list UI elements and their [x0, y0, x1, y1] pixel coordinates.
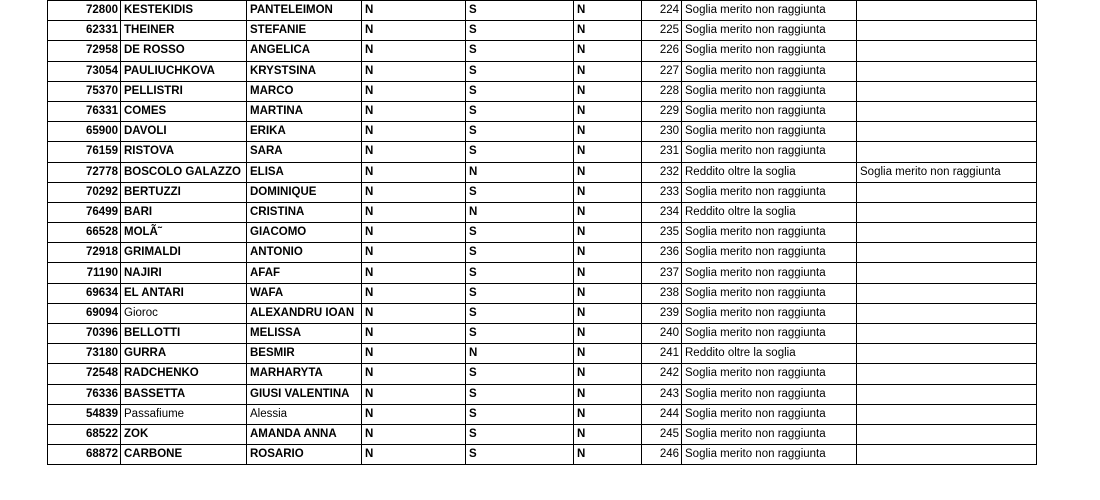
cell-id: 76499: [48, 202, 121, 222]
cell-note: [857, 21, 1037, 41]
cell-surname: GURRA: [121, 344, 247, 364]
cell-surname: COMES: [121, 101, 247, 121]
cell-name: GIACOMO: [247, 223, 362, 243]
cell-name: MARHARYTA: [247, 364, 362, 384]
cell-flag-2: S: [466, 182, 574, 202]
cell-name: ANGELICA: [247, 41, 362, 61]
table-row: [48, 223, 1037, 243]
cell-flag-1: N: [362, 202, 466, 222]
cell-name: WAFA: [247, 283, 362, 303]
cell-outcome: Soglia merito non raggiunta: [682, 263, 857, 283]
cell-flag-3: N: [574, 384, 642, 404]
cell-flag-3: N: [574, 344, 642, 364]
cell-flag-2: S: [466, 122, 574, 142]
cell-flag-2: S: [466, 61, 574, 81]
cell-note: [857, 324, 1037, 344]
cell-flag-1: N: [362, 303, 466, 323]
cell-outcome: Soglia merito non raggiunta: [682, 243, 857, 263]
cell-flag-3: N: [574, 364, 642, 384]
cell-flag-3: N: [574, 101, 642, 121]
cell-flag-2: S: [466, 1, 574, 21]
cell-surname: CARBONE: [121, 445, 247, 465]
cell-name: PANTELEIMON: [247, 1, 362, 21]
cell-flag-3: N: [574, 283, 642, 303]
cell-rank: 243: [642, 384, 682, 404]
cell-note: [857, 384, 1037, 404]
cell-flag-2: S: [466, 41, 574, 61]
cell-rank: 234: [642, 202, 682, 222]
cell-id: 76159: [48, 142, 121, 162]
cell-flag-3: N: [574, 202, 642, 222]
table-body: [48, 1, 1037, 465]
cell-surname: ZOK: [121, 424, 247, 444]
table-row: [48, 182, 1037, 202]
cell-outcome: Soglia merito non raggiunta: [682, 384, 857, 404]
table-row: [48, 202, 1037, 222]
cell-name: ELISA: [247, 162, 362, 182]
cell-name: ALEXANDRU IOAN: [247, 303, 362, 323]
cell-id: 76336: [48, 384, 121, 404]
cell-surname: BOSCOLO GALAZZO: [121, 162, 247, 182]
cell-flag-1: N: [362, 424, 466, 444]
cell-id: 72958: [48, 41, 121, 61]
cell-flag-2: S: [466, 243, 574, 263]
cell-flag-3: N: [574, 445, 642, 465]
cell-name: STEFANIE: [247, 21, 362, 41]
cell-flag-2: S: [466, 283, 574, 303]
cell-name: MARTINA: [247, 101, 362, 121]
cell-name: BESMIR: [247, 344, 362, 364]
cell-flag-3: N: [574, 61, 642, 81]
cell-surname: NAJIRI: [121, 263, 247, 283]
cell-note: [857, 263, 1037, 283]
cell-name: KRYSTSINA: [247, 61, 362, 81]
table-row: [48, 364, 1037, 384]
table-row: [48, 41, 1037, 61]
cell-rank: 226: [642, 41, 682, 61]
cell-note: [857, 61, 1037, 81]
cell-note: [857, 81, 1037, 101]
cell-flag-1: N: [362, 384, 466, 404]
cell-outcome: Soglia merito non raggiunta: [682, 283, 857, 303]
cell-flag-3: N: [574, 1, 642, 21]
cell-flag-1: N: [362, 243, 466, 263]
cell-name: DOMINIQUE: [247, 182, 362, 202]
cell-id: 72548: [48, 364, 121, 384]
cell-flag-3: N: [574, 263, 642, 283]
cell-flag-3: N: [574, 41, 642, 61]
cell-rank: 244: [642, 404, 682, 424]
cell-note: [857, 364, 1037, 384]
cell-flag-1: N: [362, 61, 466, 81]
cell-name: Alessia: [247, 404, 362, 424]
cell-flag-1: N: [362, 364, 466, 384]
cell-surname: Passafiume: [121, 404, 247, 424]
cell-outcome: Soglia merito non raggiunta: [682, 1, 857, 21]
cell-surname: Gioroc: [121, 303, 247, 323]
cell-surname: BASSETTA: [121, 384, 247, 404]
cell-outcome: Soglia merito non raggiunta: [682, 81, 857, 101]
cell-flag-1: N: [362, 263, 466, 283]
table-row: [48, 243, 1037, 263]
cell-flag-3: N: [574, 324, 642, 344]
cell-note: [857, 223, 1037, 243]
cell-flag-1: N: [362, 162, 466, 182]
cell-note: [857, 445, 1037, 465]
cell-outcome: Soglia merito non raggiunta: [682, 101, 857, 121]
cell-note: [857, 424, 1037, 444]
cell-rank: 228: [642, 81, 682, 101]
cell-id: 76331: [48, 101, 121, 121]
cell-rank: 231: [642, 142, 682, 162]
table-row: [48, 101, 1037, 121]
cell-flag-1: N: [362, 283, 466, 303]
table-row: [48, 424, 1037, 444]
cell-note: [857, 41, 1037, 61]
cell-id: 72778: [48, 162, 121, 182]
cell-note: Soglia merito non raggiunta: [857, 162, 1037, 182]
cell-id: 65900: [48, 122, 121, 142]
cell-flag-2: N: [466, 344, 574, 364]
cell-name: ROSARIO: [247, 445, 362, 465]
cell-name: CRISTINA: [247, 202, 362, 222]
cell-note: [857, 202, 1037, 222]
cell-rank: 224: [642, 1, 682, 21]
cell-flag-1: N: [362, 182, 466, 202]
table-row: [48, 263, 1037, 283]
cell-flag-3: N: [574, 182, 642, 202]
cell-flag-1: N: [362, 101, 466, 121]
cell-id: 69094: [48, 303, 121, 323]
cell-outcome: Reddito oltre la soglia: [682, 162, 857, 182]
cell-rank: 238: [642, 283, 682, 303]
cell-id: 71190: [48, 263, 121, 283]
cell-surname: BARI: [121, 202, 247, 222]
cell-flag-1: N: [362, 404, 466, 424]
cell-flag-2: S: [466, 101, 574, 121]
cell-flag-2: S: [466, 223, 574, 243]
cell-surname: RISTOVA: [121, 142, 247, 162]
cell-id: 70396: [48, 324, 121, 344]
cell-note: [857, 283, 1037, 303]
cell-flag-2: S: [466, 445, 574, 465]
cell-flag-2: N: [466, 162, 574, 182]
cell-flag-3: N: [574, 81, 642, 101]
cell-surname: KESTEKIDIS: [121, 1, 247, 21]
cell-id: 72918: [48, 243, 121, 263]
cell-flag-2: S: [466, 424, 574, 444]
cell-flag-1: N: [362, 344, 466, 364]
cell-flag-1: N: [362, 41, 466, 61]
cell-outcome: Soglia merito non raggiunta: [682, 182, 857, 202]
cell-note: [857, 101, 1037, 121]
cell-surname: BERTUZZI: [121, 182, 247, 202]
cell-surname: MOLÃ˜: [121, 223, 247, 243]
cell-rank: 227: [642, 61, 682, 81]
cell-flag-2: S: [466, 142, 574, 162]
cell-name: GIUSI VALENTINA: [247, 384, 362, 404]
cell-flag-2: N: [466, 202, 574, 222]
cell-name: ERIKA: [247, 122, 362, 142]
cell-surname: PELLISTRI: [121, 81, 247, 101]
results-table: [47, 0, 1037, 465]
cell-id: 62331: [48, 21, 121, 41]
cell-id: 69634: [48, 283, 121, 303]
cell-flag-3: N: [574, 404, 642, 424]
table-row: [48, 445, 1037, 465]
cell-rank: 225: [642, 21, 682, 41]
cell-id: 73180: [48, 344, 121, 364]
cell-outcome: Reddito oltre la soglia: [682, 344, 857, 364]
cell-id: 68522: [48, 424, 121, 444]
table-row: [48, 142, 1037, 162]
cell-flag-3: N: [574, 162, 642, 182]
cell-note: [857, 182, 1037, 202]
cell-surname: PAULIUCHKOVA: [121, 61, 247, 81]
cell-flag-2: S: [466, 404, 574, 424]
cell-flag-3: N: [574, 223, 642, 243]
cell-outcome: Soglia merito non raggiunta: [682, 61, 857, 81]
cell-flag-3: N: [574, 21, 642, 41]
cell-outcome: Soglia merito non raggiunta: [682, 303, 857, 323]
cell-outcome: Soglia merito non raggiunta: [682, 122, 857, 142]
table-row: [48, 61, 1037, 81]
cell-flag-2: S: [466, 263, 574, 283]
cell-outcome: Soglia merito non raggiunta: [682, 21, 857, 41]
cell-surname: GRIMALDI: [121, 243, 247, 263]
table-row: [48, 384, 1037, 404]
cell-note: [857, 344, 1037, 364]
cell-rank: 239: [642, 303, 682, 323]
cell-flag-2: S: [466, 364, 574, 384]
cell-flag-1: N: [362, 223, 466, 243]
cell-flag-1: N: [362, 445, 466, 465]
cell-name: AFAF: [247, 263, 362, 283]
cell-note: [857, 303, 1037, 323]
table-row: [48, 283, 1037, 303]
cell-flag-1: N: [362, 1, 466, 21]
cell-surname: THEINER: [121, 21, 247, 41]
cell-rank: 229: [642, 101, 682, 121]
table-row: [48, 324, 1037, 344]
cell-rank: 230: [642, 122, 682, 142]
cell-note: [857, 122, 1037, 142]
cell-surname: DAVOLI: [121, 122, 247, 142]
cell-id: 68872: [48, 445, 121, 465]
cell-note: [857, 404, 1037, 424]
cell-outcome: Soglia merito non raggiunta: [682, 404, 857, 424]
cell-outcome: Reddito oltre la soglia: [682, 202, 857, 222]
cell-rank: 246: [642, 445, 682, 465]
table-row: [48, 81, 1037, 101]
table-row: [48, 303, 1037, 323]
cell-id: 73054: [48, 61, 121, 81]
cell-flag-2: S: [466, 21, 574, 41]
table-row: [48, 1, 1037, 21]
cell-rank: 232: [642, 162, 682, 182]
table-row: [48, 162, 1037, 182]
table-row: [48, 21, 1037, 41]
cell-rank: 241: [642, 344, 682, 364]
cell-id: 66528: [48, 223, 121, 243]
table-row: [48, 344, 1037, 364]
cell-outcome: Soglia merito non raggiunta: [682, 223, 857, 243]
cell-flag-1: N: [362, 142, 466, 162]
cell-flag-3: N: [574, 122, 642, 142]
cell-surname: RADCHENKO: [121, 364, 247, 384]
cell-outcome: Soglia merito non raggiunta: [682, 445, 857, 465]
cell-flag-2: S: [466, 324, 574, 344]
cell-outcome: Soglia merito non raggiunta: [682, 324, 857, 344]
cell-surname: BELLOTTI: [121, 324, 247, 344]
cell-name: MARCO: [247, 81, 362, 101]
cell-id: 54839: [48, 404, 121, 424]
cell-flag-3: N: [574, 142, 642, 162]
cell-id: 72800: [48, 1, 121, 21]
cell-name: ANTONIO: [247, 243, 362, 263]
cell-rank: 245: [642, 424, 682, 444]
cell-rank: 237: [642, 263, 682, 283]
cell-flag-3: N: [574, 303, 642, 323]
table-row: [48, 404, 1037, 424]
cell-flag-1: N: [362, 81, 466, 101]
cell-name: MELISSA: [247, 324, 362, 344]
cell-rank: 242: [642, 364, 682, 384]
table-row: [48, 122, 1037, 142]
cell-rank: 240: [642, 324, 682, 344]
cell-rank: 233: [642, 182, 682, 202]
cell-name: AMANDA ANNA: [247, 424, 362, 444]
cell-outcome: Soglia merito non raggiunta: [682, 424, 857, 444]
cell-id: 70292: [48, 182, 121, 202]
cell-note: [857, 243, 1037, 263]
cell-name: SARA: [247, 142, 362, 162]
cell-flag-2: S: [466, 81, 574, 101]
cell-outcome: Soglia merito non raggiunta: [682, 364, 857, 384]
cell-surname: DE ROSSO: [121, 41, 247, 61]
cell-flag-3: N: [574, 424, 642, 444]
cell-note: [857, 1, 1037, 21]
cell-flag-1: N: [362, 122, 466, 142]
cell-outcome: Soglia merito non raggiunta: [682, 142, 857, 162]
cell-rank: 235: [642, 223, 682, 243]
cell-flag-1: N: [362, 21, 466, 41]
cell-flag-2: S: [466, 384, 574, 404]
cell-flag-3: N: [574, 243, 642, 263]
cell-id: 75370: [48, 81, 121, 101]
cell-flag-1: N: [362, 324, 466, 344]
cell-rank: 236: [642, 243, 682, 263]
cell-note: [857, 142, 1037, 162]
cell-outcome: Soglia merito non raggiunta: [682, 41, 857, 61]
cell-surname: EL ANTARI: [121, 283, 247, 303]
cell-flag-2: S: [466, 303, 574, 323]
